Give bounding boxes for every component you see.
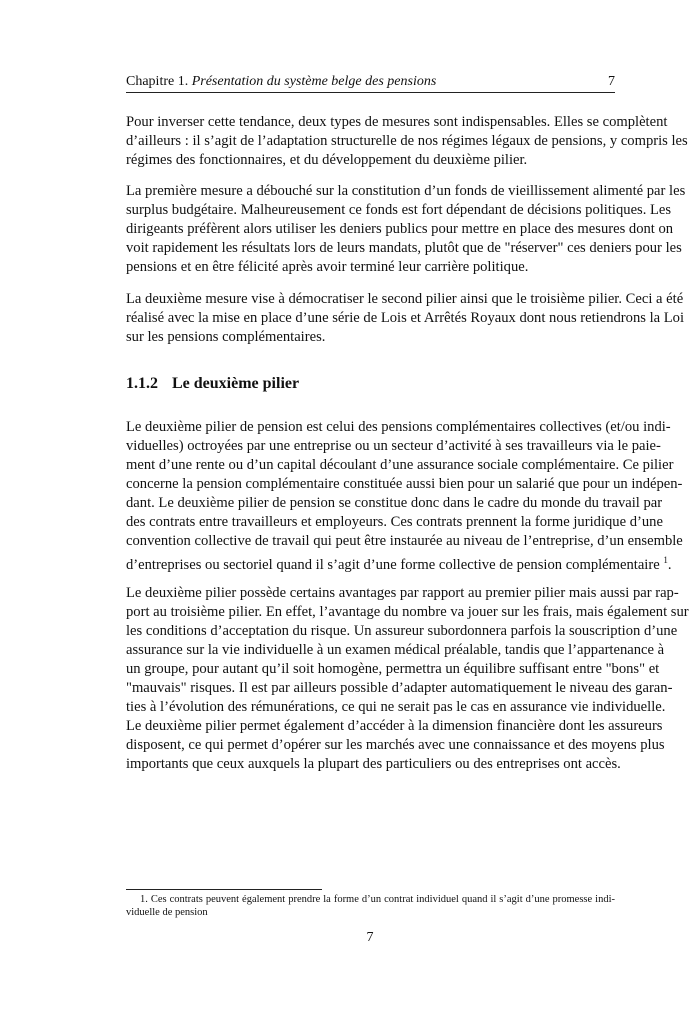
section-number: 1.1.2	[126, 375, 158, 392]
text-line-content: concerne la pension complémentaire constituée aussi bien pour un salarié que pour un indépen-	[126, 476, 683, 492]
text-line-content: Pour inverser cette tendance, deux types de mesures sont indispensables. Elles se complètent	[126, 114, 668, 130]
text-line	[126, 456, 674, 475]
text-line-content: Le deuxième pilier permet également d’accéder à la dimension financière dont les assureurs	[126, 718, 663, 734]
text-line-content: disposent, ce qui permet d’opérer sur les marchés avec une connaissance et des moyens plus	[126, 737, 665, 753]
text-line-content: convention collective de travail qui peut être instaurée au niveau de l’entreprise, d’un ensemble	[126, 533, 683, 549]
text-line-content: "mauvais" risques. Il est par ailleurs possible d’adapter automatiquement le niveau des garan-	[126, 680, 673, 696]
text-line	[126, 532, 683, 551]
text-line	[126, 418, 671, 437]
paragraph	[126, 584, 689, 774]
text-line-content: d’ailleurs : il s’agit de l’adaptation structurelle de nos régimes légaux de pensions, y compris les	[126, 133, 688, 149]
text-line	[126, 201, 672, 220]
text-line-content: réalisé avec la mise en place d’une série de Lois et Arrêtés Royaux dont nous retiendrons la Loi	[126, 310, 685, 326]
header-page-number: 7	[608, 74, 615, 89]
text-line-content: Le deuxième pilier de pension est celui des pensions complémentaires collectives (et/ou indi-	[126, 419, 671, 435]
text-line	[126, 151, 615, 170]
text-line-content: ties à l’évolution des rémunérations, ce qui ne serait pas le cas en assurance vie individuelle.	[126, 699, 666, 715]
page-number: 7	[366, 930, 374, 945]
paragraph	[126, 418, 683, 573]
text-line	[126, 258, 615, 277]
text-line-content: port au troisième pilier. En effet, l’avantage du nombre va jouer sur les frais, mais également sur	[126, 604, 689, 620]
footnote-ref[interactable]: 1	[663, 555, 668, 565]
text-line	[126, 755, 621, 774]
text-line-content: La première mesure a débouché sur la constitution d’un fonds de vieillissement alimenté par les	[126, 183, 686, 199]
paragraph	[126, 182, 686, 277]
text-line	[126, 182, 686, 201]
text-line-content: Le deuxième pilier possède certains avantages par rapport au premier pilier mais aussi par rap-	[126, 585, 679, 601]
text-line	[126, 679, 673, 698]
text-line-content: ment d’une rente ou d’un capital découlant d’une assurance sociale complémentaire. Ce pilier	[126, 457, 674, 473]
text-line-content: un groupe, pour autant qu’il soit homogène, permettra un équilibre suffisant entre "bons" et	[126, 661, 660, 677]
paragraph	[126, 290, 685, 347]
text-line	[126, 309, 685, 328]
footnote	[126, 893, 615, 919]
text-line-content: surplus budgétaire. Malheureusement ce fonds est fort dépendant de décisions politiques. Les	[126, 202, 672, 218]
text-line-content: assurance sur la vie individuelle à un examen médical préalable, tandis que l’appartenance à	[126, 642, 665, 658]
paragraph	[126, 113, 688, 170]
text-line-content: régimes des fonctionnaires, et du développement du deuxième pilier.	[126, 152, 528, 168]
text-line	[126, 641, 665, 660]
text-line	[126, 603, 689, 622]
text-line	[126, 698, 666, 717]
text-line	[126, 220, 674, 239]
text-line	[126, 113, 668, 132]
text-line	[126, 660, 660, 679]
text-line	[126, 736, 665, 755]
section-title: Le deuxième pilier	[172, 375, 300, 392]
text-line: d’entreprises ou sectoriel quand il s’agit d’une forme collective de pension complémentaire $^1$.	[126, 555, 672, 573]
text-line-content: voit rapidement les résultats lors de leurs mandats, plutôt que de "réserver" ces deniers pour les	[126, 240, 682, 256]
text-line	[126, 513, 663, 532]
running-header	[126, 74, 615, 90]
text-line-content: pensions et en être félicité après avoir terminé leur carrière politique.	[126, 259, 529, 275]
footnote-line: 1. Ces contrats peuvent également prendre la forme d’un contrat individuel quand il s’agit d’une promesse indi-	[140, 894, 615, 905]
text-line-content: dant. Le deuxième pilier de pension se constitue donc dans le cadre du monde du travail par	[126, 495, 663, 511]
text-line-content: La deuxième mesure vise à démocratiser le second pilier ainsi que le troisième pilier. Ceci a été	[126, 291, 684, 307]
text-line	[126, 328, 615, 347]
text-line	[126, 132, 688, 151]
text-line	[126, 437, 661, 456]
footnote-rule	[126, 889, 322, 890]
text-line	[126, 717, 663, 736]
text-line-content: viduelles) octroyées par une entreprise ou un secteur d’activité à ses travailleurs via le paie-	[126, 438, 661, 454]
text-line	[126, 239, 682, 258]
text-line	[126, 475, 683, 494]
chapter-label: Chapitre 1.	[126, 74, 189, 89]
text-line-content: dirigeants préfèrent alors utiliser les deniers publics pour mettre en place des mesures dont on	[126, 221, 674, 237]
text-line-content: les conditions d’acceptation du risque. Un assureur subordonnera parfois la souscription d’une	[126, 623, 678, 639]
header-rule	[126, 92, 615, 93]
text-line-content: importants que ceux auxquels la plupart des particuliers ou des entreprises ont accès.	[126, 756, 621, 772]
text-line-content: sur les pensions complémentaires.	[126, 329, 326, 345]
text-line	[126, 290, 684, 309]
footnote-line: viduelle de pension	[126, 907, 208, 918]
text-line	[126, 584, 679, 603]
chapter-title: Présentation du système belge des pensions	[191, 74, 437, 89]
text-line-content: des contrats entre travailleurs et employeurs. Ces contrats prennent la forme juridique d’une	[126, 514, 663, 530]
section-heading	[126, 375, 299, 393]
text-line	[126, 622, 678, 641]
text-line-content: d’entreprises ou sectoriel quand il s’agit d’une forme collective de pension complémentaire	[126, 556, 660, 573]
text-line	[126, 494, 663, 513]
